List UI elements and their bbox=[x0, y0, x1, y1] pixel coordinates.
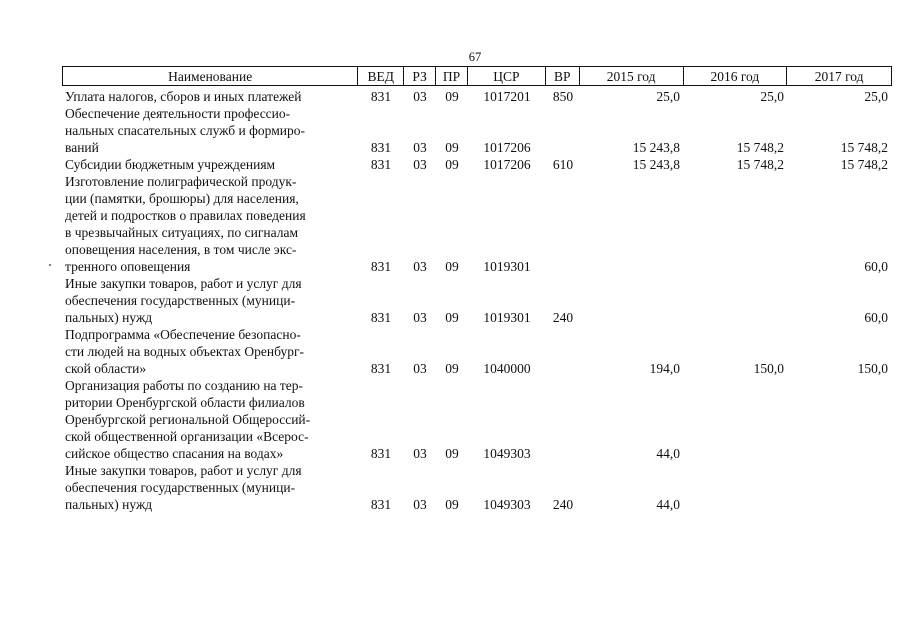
cell-pr: 09 bbox=[445, 310, 459, 325]
cell-csr: 1049303 bbox=[483, 497, 531, 512]
cell-2015: 44,0 bbox=[656, 497, 680, 512]
cell-csr: 1019301 bbox=[483, 310, 531, 325]
cell-ved: 831 bbox=[370, 497, 392, 512]
cell-ved: 831 bbox=[370, 446, 392, 461]
cell-ved: 831 bbox=[370, 157, 392, 172]
cell-2017: 15 748,2 bbox=[840, 157, 888, 172]
table-header bbox=[62, 66, 892, 86]
cell-name: Иные закупки товаров, работ и услуг для обеспечения государственных (муници- пальных) нужд bbox=[65, 463, 302, 512]
cell-pr: 09 bbox=[445, 361, 459, 376]
header-rz: РЗ bbox=[404, 67, 436, 85]
cell-pr: 09 bbox=[445, 446, 459, 461]
cell-csr: 1019301 bbox=[483, 259, 531, 274]
cell-rz: 03 bbox=[413, 259, 427, 274]
cell-rz: 03 bbox=[413, 140, 427, 155]
cell-pr: 09 bbox=[445, 89, 459, 104]
cell-ved: 831 bbox=[370, 310, 392, 325]
header-2015: 2015 год bbox=[580, 67, 684, 85]
cell-name: Обеспечение деятельности профессио- нальных спасательных служб и формиро- ваний bbox=[65, 106, 305, 155]
page-number: 67 bbox=[468, 50, 482, 64]
header-pr: ПР bbox=[436, 67, 468, 85]
cell-rz: 03 bbox=[413, 497, 427, 512]
cell-2017: 150,0 bbox=[857, 361, 888, 376]
cell-2017: 60,0 bbox=[864, 259, 888, 274]
cell-2015: 44,0 bbox=[656, 446, 680, 461]
cell-pr: 09 bbox=[445, 157, 459, 172]
table-row bbox=[62, 173, 892, 275]
cell-rz: 03 bbox=[413, 310, 427, 325]
table-row bbox=[62, 462, 892, 513]
cell-csr: 1017201 bbox=[483, 89, 531, 104]
cell-rz: 03 bbox=[413, 446, 427, 461]
cell-2016: 15 748,2 bbox=[736, 140, 784, 155]
header-vr: ВР bbox=[546, 67, 580, 85]
cell-csr: 1040000 bbox=[483, 361, 531, 376]
table-row bbox=[62, 156, 892, 173]
table-row bbox=[62, 377, 892, 462]
cell-2017: 15 748,2 bbox=[840, 140, 888, 155]
cell-2016: 15 748,2 bbox=[736, 157, 784, 172]
cell-name: Организация работы по созданию на тер- ритории Оренбургской области филиалов Оренбургской региональной Общероссий- ской общественной организации «Всерос- сийское общество спасания на водах» bbox=[65, 378, 311, 461]
cell-2016: 25,0 bbox=[760, 89, 784, 104]
cell-2017: 60,0 bbox=[864, 310, 888, 325]
cell-rz: 03 bbox=[413, 89, 427, 104]
header-2016: 2016 год bbox=[684, 67, 788, 85]
table-row bbox=[62, 275, 892, 326]
header-ved: ВЕД bbox=[358, 67, 404, 85]
header-csr: ЦСР bbox=[468, 67, 546, 85]
cell-2015: 25,0 bbox=[656, 89, 680, 104]
table-row bbox=[62, 326, 892, 377]
cell-rz: 03 bbox=[413, 157, 427, 172]
table-row bbox=[62, 105, 892, 156]
cell-2015: 15 243,8 bbox=[632, 140, 680, 155]
cell-csr: 1049303 bbox=[483, 446, 531, 461]
cell-csr: 1017206 bbox=[483, 140, 531, 155]
scan-speck bbox=[49, 264, 51, 266]
cell-pr: 09 bbox=[445, 140, 459, 155]
cell-ved: 831 bbox=[370, 140, 392, 155]
cell-2016: 150,0 bbox=[753, 361, 784, 376]
table-body bbox=[62, 88, 892, 513]
cell-pr: 09 bbox=[445, 259, 459, 274]
cell-vr: 240 bbox=[552, 310, 574, 325]
header-name: Наименование bbox=[63, 67, 358, 85]
cell-2015: 15 243,8 bbox=[632, 157, 680, 172]
cell-name: Подпрограмма «Обеспечение безопасно- сти людей на водных объектах Оренбург- ской области» bbox=[65, 327, 305, 376]
cell-vr: 240 bbox=[552, 497, 574, 512]
cell-name: Уплата налогов, сборов и иных платежей bbox=[65, 89, 302, 104]
cell-2017: 25,0 bbox=[864, 89, 888, 104]
header-2017: 2017 год bbox=[814, 69, 864, 84]
cell-name: Субсидии бюджетным учреждениям bbox=[65, 157, 276, 172]
cell-ved: 831 bbox=[370, 361, 392, 376]
cell-pr: 09 bbox=[445, 497, 459, 512]
cell-rz: 03 bbox=[413, 361, 427, 376]
cell-name: Иные закупки товаров, работ и услуг для обеспечения государственных (муници- пальных) нужд bbox=[65, 276, 302, 325]
cell-vr: 850 bbox=[552, 89, 574, 104]
cell-ved: 831 bbox=[370, 259, 392, 274]
cell-ved: 831 bbox=[370, 89, 392, 104]
cell-name: Изготовление полиграфической продук- ции (памятки, брошюры) для населения, детей и подростков о правилах поведения в чрезвычайных ситуациях, по сигналам оповещения населения, в том числе экс- тренного оповещения bbox=[65, 174, 306, 274]
table-row bbox=[62, 88, 892, 105]
cell-vr: 610 bbox=[552, 157, 574, 172]
cell-2015: 194,0 bbox=[649, 361, 680, 376]
cell-csr: 1017206 bbox=[483, 157, 531, 172]
